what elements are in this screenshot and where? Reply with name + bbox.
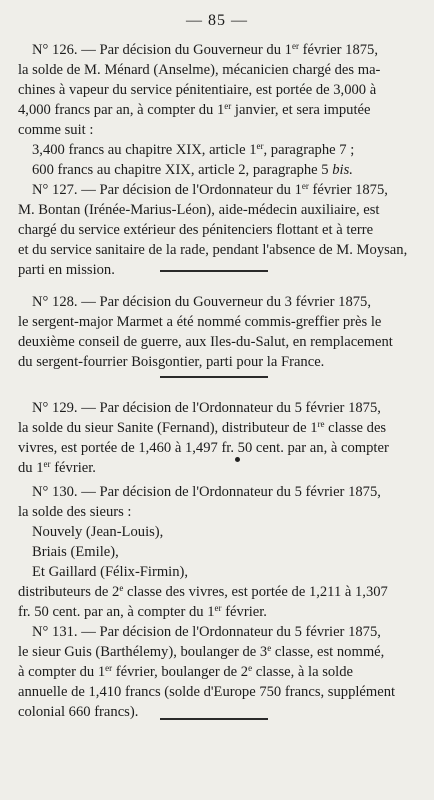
ink-spot: [235, 457, 240, 462]
decision-128: [18, 292, 404, 372]
text-line: la solde du sieur Sanite (Fernand), distributeur de 1re classe des: [18, 419, 387, 436]
text-line: chines à vapeur du service pénitentiaire, est portée de 3,000 à: [18, 82, 377, 98]
decision-130: [18, 482, 404, 622]
text-line: du 1er février.: [18, 459, 96, 476]
text-line: à compter du 1er février, boulanger de 2e classe, à la solde: [18, 663, 354, 680]
text-line: le sergent-major Marmet a été nommé commis-greffier près le: [18, 314, 382, 330]
text-line: la solde des sieurs :: [18, 504, 132, 520]
text-line: colonial 660 francs).: [18, 704, 139, 720]
section-divider: [160, 718, 268, 720]
text-line: annuelle de 1,410 francs (solde d'Europe 750 francs, supplément: [18, 684, 396, 700]
text-line: N° 126. — Par décision du Gouverneur du 1er février 1875,: [32, 41, 378, 58]
decision-127: [18, 180, 408, 280]
section-divider: [160, 270, 268, 272]
text-line: du sergent-fourrier Boisgontier, parti pour la France.: [18, 354, 325, 370]
text-line: distributeurs de 2e classe des vivres, est portée de 1,211 à 1,307: [18, 583, 388, 600]
text-line: Et Gaillard (Félix-Firmin),: [32, 564, 189, 580]
decision-131: [18, 622, 404, 722]
text-line: N° 130. — Par décision de l'Ordonnateur du 5 février 1875,: [32, 484, 381, 500]
text-line: N° 131. — Par décision de l'Ordonnateur du 5 février 1875,: [32, 624, 381, 640]
text-line: 600 francs au chapitre XIX, article 2, paragraphe 5 bis.: [32, 162, 353, 178]
text-line: Briais (Emile),: [32, 544, 119, 560]
text-line: Nouvely (Jean-Louis),: [32, 524, 164, 540]
decision-126: [18, 40, 404, 180]
text-line: N° 128. — Par décision du Gouverneur du 3 février 1875,: [32, 294, 371, 310]
text-line: M. Bontan (Irénée-Marius-Léon), aide-médecin auxiliaire, est: [18, 202, 380, 218]
text-line: la solde de M. Ménard (Anselme), mécanicien chargé des ma-: [18, 62, 381, 78]
text-line: 4,000 francs par an, à compter du 1er janvier, et sera imputée: [18, 101, 371, 118]
text-line: et du service sanitaire de la rade, pendant l'absence de M. Moysan,: [18, 242, 408, 258]
section-divider: [160, 376, 268, 378]
page-number: — 85 —: [186, 12, 248, 29]
text-line: fr. 50 cent. par an, à compter du 1er février.: [18, 603, 267, 620]
text-line: le sieur Guis (Barthélemy), boulanger de 3e classe, est nommé,: [18, 643, 385, 660]
text-line: vivres, est portée de 1,460 à 1,497 fr. 50 cent. par an, à compter: [18, 440, 389, 456]
text-line: chargé du service extérieur des pénitenciers flottant et à terre: [18, 222, 374, 238]
text-line: comme suit :: [18, 122, 94, 138]
decision-129: [18, 398, 404, 478]
text-line: N° 129. — Par décision de l'Ordonnateur du 5 février 1875,: [32, 400, 381, 416]
text-line: deuxième conseil de guerre, aux Iles-du-Salut, en remplacement: [18, 334, 393, 350]
text-line: N° 127. — Par décision de l'Ordonnateur du 1er février 1875,: [32, 181, 388, 198]
text-line: 3,400 francs au chapitre XIX, article 1er, paragraphe 7 ;: [32, 141, 355, 158]
text-line: parti en mission.: [18, 262, 115, 278]
